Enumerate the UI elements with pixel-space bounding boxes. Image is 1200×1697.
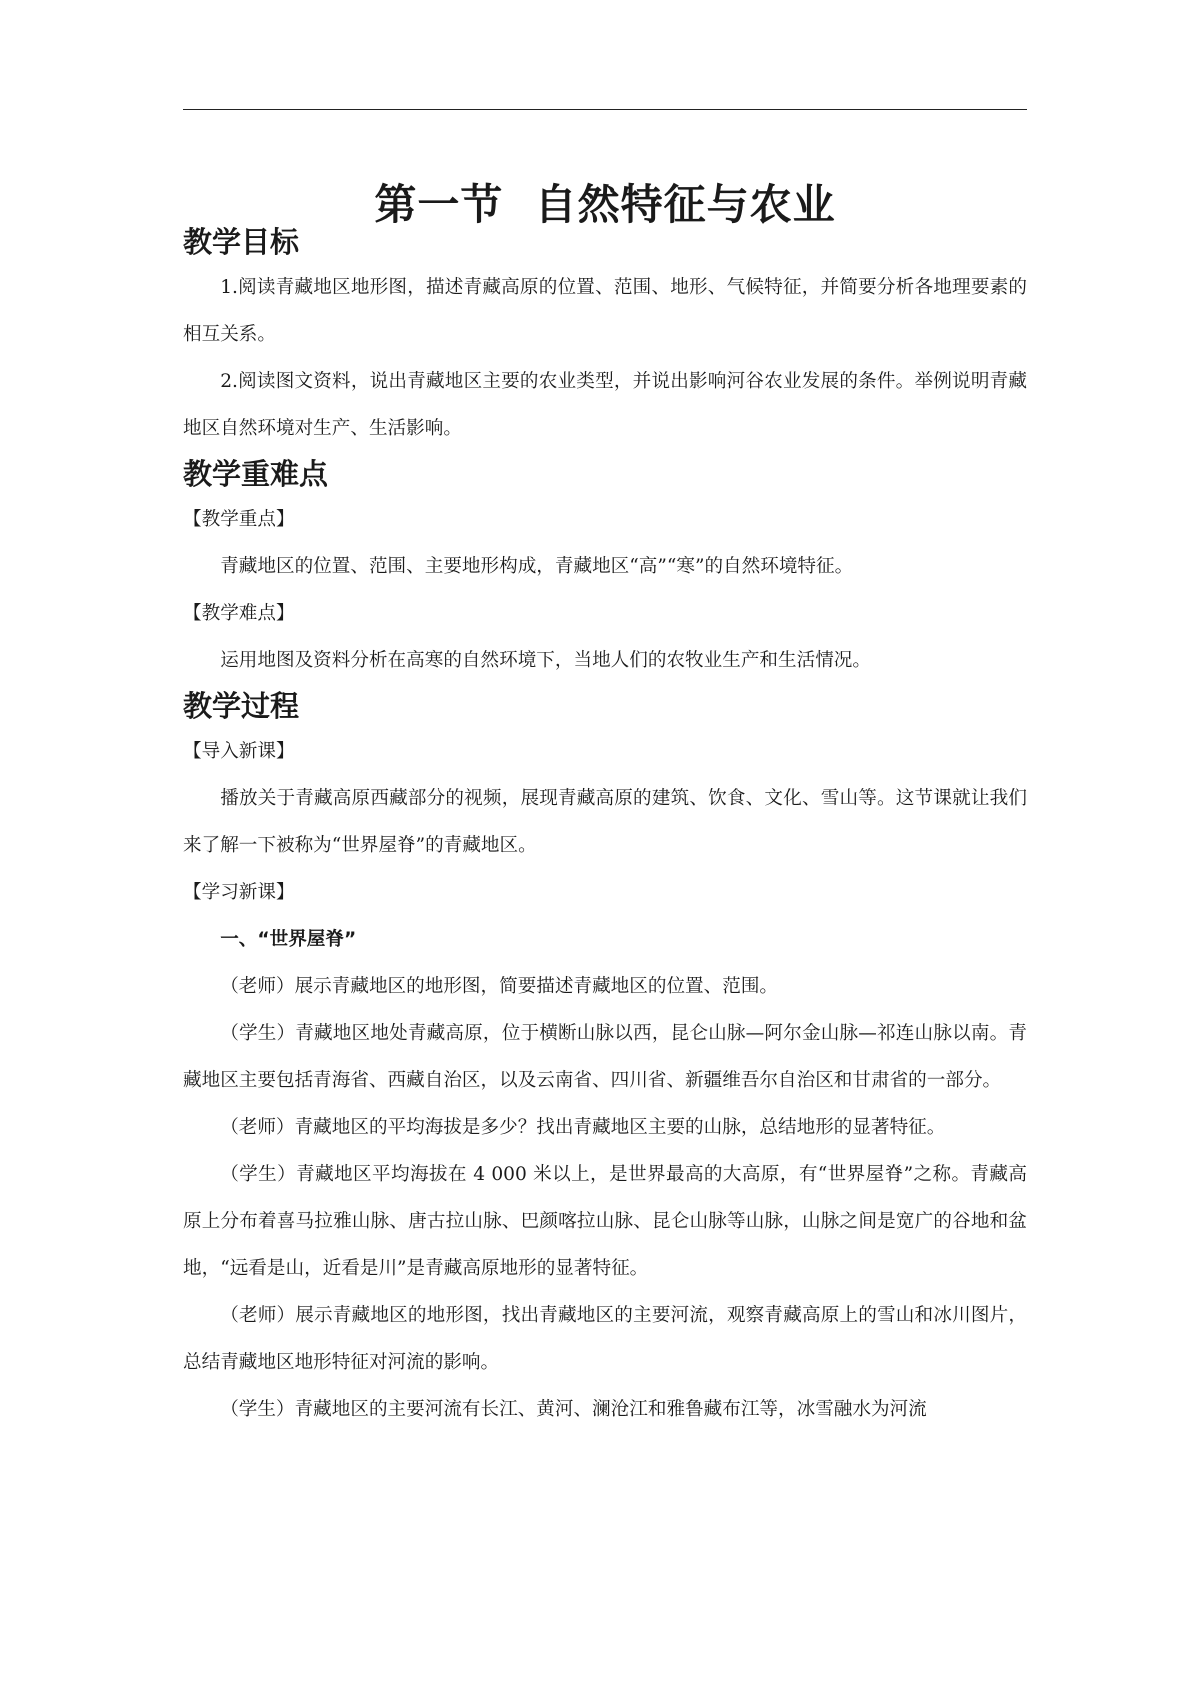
difficulty-text: 运用地图及资料分析在高寒的自然环境下，当地人们的农牧业生产和生活情况。 [220,650,871,671]
dialogue-paragraph: （学生）青藏地区的主要河流有长江、黄河、澜沧江和雅鲁藏布江等，冰雪融水为河流 [220,1399,927,1420]
new-lesson-label: 【学习新课】 [183,882,295,903]
section-heading-key-points: 教学重难点 [183,457,329,491]
objective-paragraph-1: 1.阅读青藏地区地形图，描述青藏高原的位置、范围、地形、气候特征，并简要分析各地理要素的相互关系。 [183,277,1027,345]
objective-paragraph-2: 2.阅读图文资料，说出青藏地区主要的农业类型，并说出影响河谷农业发展的条件。举例说明青藏地区自然环境对生产、生活影响。 [183,371,1027,439]
difficulty-label: 【教学难点】 [183,603,295,624]
page-title: 第一节 自然特征与农业 [374,180,836,230]
section-heading-objectives: 教学目标 [183,225,300,259]
dialogue-paragraph: （老师）展示青藏地区的地形图，找出青藏地区的主要河流，观察青藏高原上的雪山和冰川图片，总结青藏地区地形特征对河流的影响。 [183,1305,1027,1373]
focus-text: 青藏地区的位置、范围、主要地形构成，青藏地区“高”“寒”的自然环境特征。 [220,556,854,577]
document-body [183,220,1027,1433]
dialogue-paragraph: （学生）青藏地区地处青藏高原，位于横断山脉以西，昆仑山脉—阿尔金山脉—祁连山脉以南。青藏地区主要包括青海省、西藏自治区，以及云南省、四川省、新疆维吾尔自治区和甘肃省的一部分。 [183,1023,1027,1091]
focus-label: 【教学重点】 [183,509,295,530]
intro-label: 【导入新课】 [183,741,295,762]
section-heading-process: 教学过程 [183,689,300,723]
intro-text: 播放关于青藏高原西藏部分的视频，展现青藏高原的建筑、饮食、文化、雪山等。这节课就让我们来了解一下被称为“世界屋脊”的青藏地区。 [183,788,1027,856]
document-page [183,0,1027,1697]
subheading-roof-of-world: 一、“世界屋脊” [220,929,357,950]
dialogue-paragraph: （老师）青藏地区的平均海拔是多少？找出青藏地区主要的山脉，总结地形的显著特征。 [220,1117,946,1138]
dialogue-paragraph: （学生）青藏地区平均海拔在 4 000 米以上，是世界最高的大高原，有“世界屋脊”之称。青藏高原上分布着喜马拉雅山脉、唐古拉山脉、巴颜喀拉山脉、昆仑山脉等山脉，山脉之间是宽广的谷地和盆地，“远看是山，近看是川”是青藏高原地形的显著特征。 [183,1164,1027,1279]
dialogue-paragraph: （老师）展示青藏地区的地形图，简要描述青藏地区的位置、范围。 [220,976,779,997]
header-rule [183,109,1027,110]
